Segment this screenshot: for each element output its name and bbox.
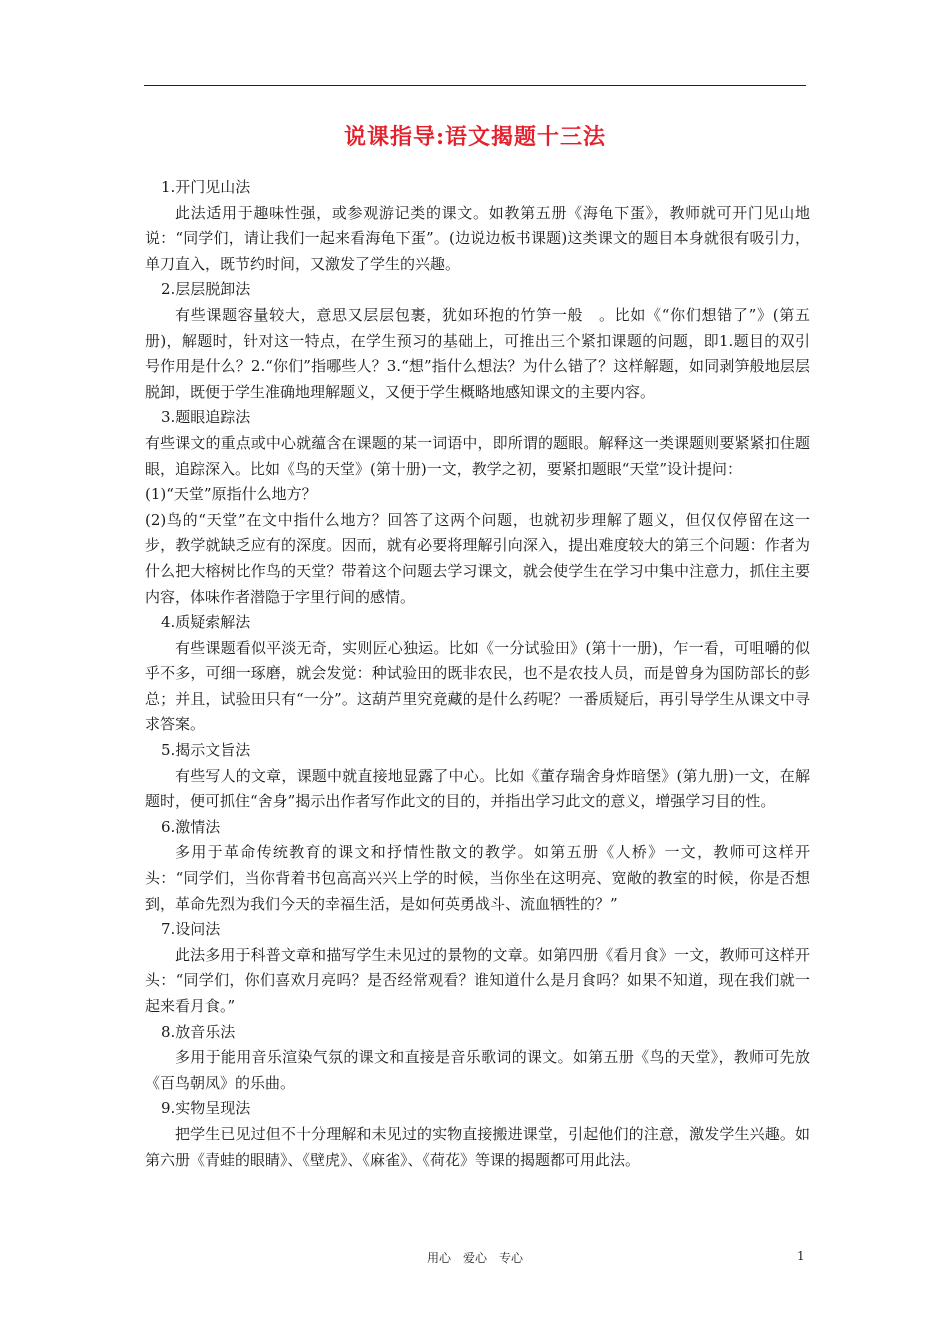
section-heading: 9.实物呈现法	[161, 1099, 251, 1118]
paragraph: 把学生已见过但不十分理解和未见过的实物直接搬进课堂，引起他们的注意，激发学生兴趣。如第六册《青蛙的眼睛》、《壁虎》、《麻雀》、《荷花》等课的揭题都可用此法。	[145, 1124, 810, 1169]
paragraph: (2)鸟的“天堂”在文中指什么地方？回答了这两个问题，也就初步理解了题义，但仅仅停留在这一步，教学就缺乏应有的深度。因而，就有必要将理解引向深入，提出难度较大的第三个问题：作者为什么把大榕树比作鸟的天堂？带着这个问题去学习课文，就会使学生在学习中集中注意力，抓住主要内容，体味作者潜隐于字里行间的感情。	[145, 510, 810, 606]
page-number: 1	[797, 1249, 805, 1263]
paragraph: 多用于能用音乐渲染气氛的课文和直接是音乐歌词的课文。如第五册《鸟的天堂》，教师可先放《百鸟朝凤》的乐曲。	[145, 1048, 810, 1092]
paragraph: 有些课题看似平淡无奇，实则匠心独运。比如《一分试验田》(第十一册)，乍一看，可咀嚼的似乎不多，可细一琢磨，就会发觉：种试验田的既非农民，也不是农技人员，而是曾身为国防部长的彭总；并且，试验田只有“一分”。这葫芦里究竟藏的是什么药呢？一番质疑后，再引导学生从课文中寻求答案。	[145, 638, 810, 734]
section-heading: 2.层层脱卸法	[161, 280, 251, 299]
paragraph: 此法适用于趣味性强，或参观游记类的课文。如教第五册《海龟下蛋》，教师就可开门见山地说：“同学们，请让我们一起来看海龟下蛋”。(边说边板书课题)这类课文的题目本身就很有吸引力，单刀直入，既节约时间，又激发了学生的兴趣。	[145, 203, 810, 273]
paragraph: (1)“天堂”原指什么地方？	[145, 485, 317, 504]
header-rule	[144, 85, 806, 86]
section-heading: 5.揭示文旨法	[161, 741, 251, 760]
document-body	[145, 175, 810, 1173]
section-heading: 3.题眼追踪法	[161, 408, 251, 427]
paragraph: 多用于革命传统教育的课文和抒情性散文的教学。如第五册《人桥》一文，教师可这样开头：“同学们，当你背着书包高高兴兴上学的时候，当你坐在这明亮、宽敞的教室的时候，你是否想到，革命先烈为我们今天的幸福生活，是如何英勇战斗、流血牺牲的？”	[145, 843, 810, 913]
paragraph: 此法多用于科普文章和描写学生未见过的景物的文章。如第四册《看月食》一文，教师可这样开头：“同学们，你们喜欢月亮吗？是否经常观看？谁知道什么是月食吗？如果不知道，现在我们就一起来看月食。”	[145, 945, 810, 1015]
section-heading: 6.激情法	[161, 817, 221, 836]
paragraph: 有些写人的文章，课题中就直接地显露了中心。比如《董存瑞舍身炸暗堡》(第九册)一文，在解题时，便可抓住“舍身”揭示出作者写作此文的目的，并指出学习此文的意义，增强学习目的性。	[145, 766, 810, 811]
section-heading: 8.放音乐法	[161, 1022, 236, 1041]
document-title: 说课指导:语文揭题十三法	[343, 124, 607, 150]
footer-slogan: 用心 爱心 专心	[426, 1251, 523, 1265]
paragraph: 有些课文的重点或中心就蕴含在课题的某一词语中，即所谓的题眼。解释这一类课题则要紧紧扣住题眼，追踪深入。比如《鸟的天堂》(第十册)一文，教学之初，要紧扣题眼“天堂”设计提问：	[145, 433, 810, 478]
section-heading: 7.设问法	[161, 920, 221, 939]
paragraph: 有些课题容量较大，意思又层层包裹，犹如环抱的竹笋一般 。比如《“你们想错了”》(第五册)，解题时，针对这一特点，在学生预习的基础上，可推出三个紧扣课题的问题，即1.题目的双引号作用是什么？2.“你们”指哪些人？3.“想”指什么想法？为什么错了？这样解题，如同剥笋般地层层脱卸，既便于学生准确地理解题义，又便于学生概略地感知课文的主要内容。	[145, 305, 810, 401]
section-heading: 4.质疑索解法	[161, 613, 251, 632]
section-heading: 1.开门见山法	[161, 178, 251, 196]
